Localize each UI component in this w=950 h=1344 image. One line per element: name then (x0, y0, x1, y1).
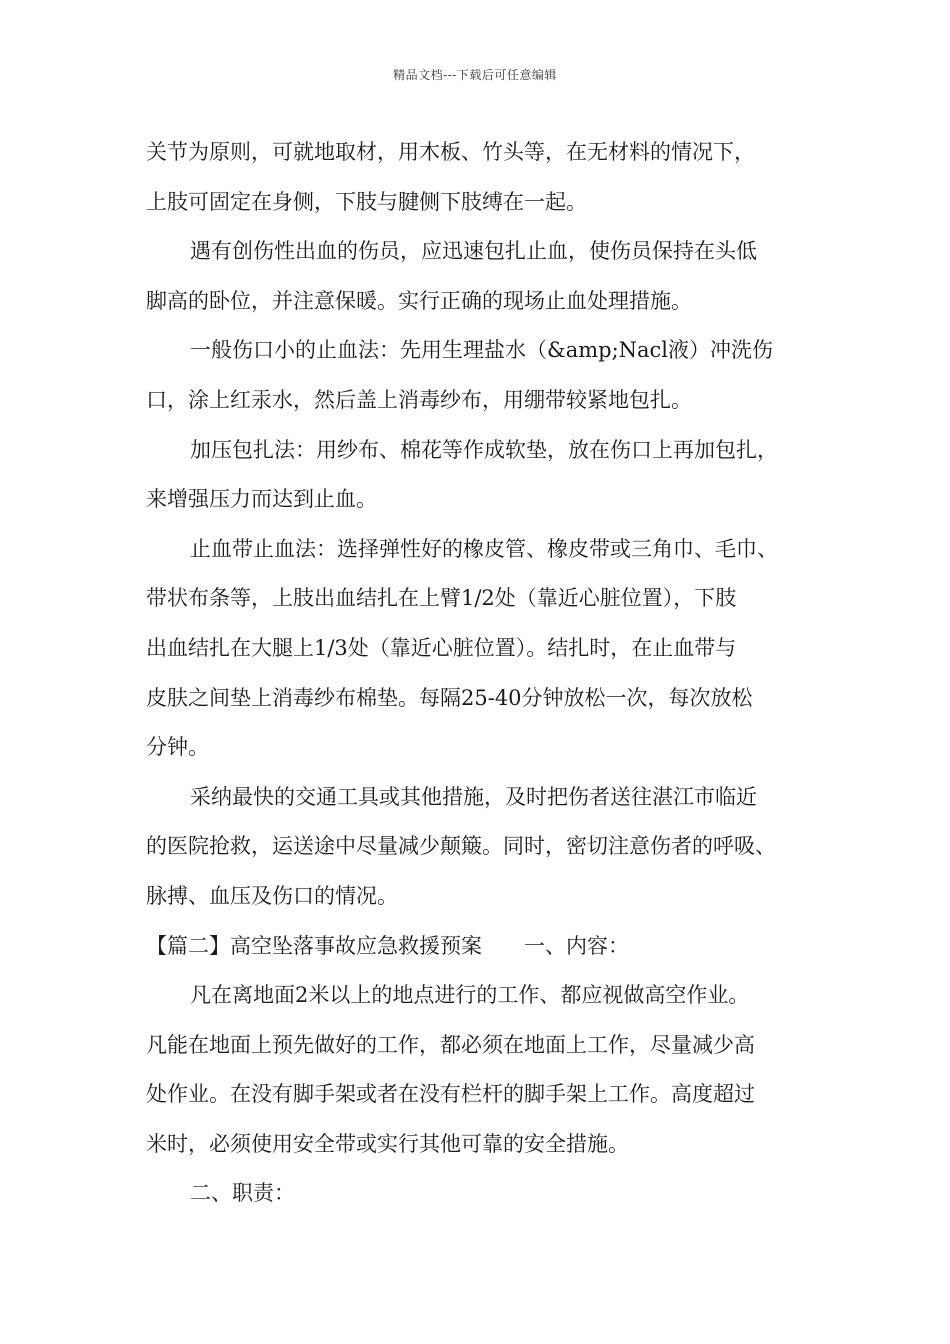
text-line: 出血结扎在大腿上1/3处（靠近心脏位置）。结扎时，在止血带与 (146, 635, 737, 660)
text-line: 的医院抢救，运送途中尽量减少颠簸。同时，密切注意伤者的呼吸、 (146, 834, 776, 859)
text-line: 米时，必须使用安全带或实行其他可靠的安全措施。 (146, 1131, 629, 1156)
text-line: 处作业。在没有脚手架或者在没有栏杆的脚手架上工作。高度超过 (146, 1082, 755, 1107)
text-line: 加压包扎法：用纱布、棉花等作成软垫，放在伤口上再加包扎， (190, 437, 778, 462)
text-line: 采纳最快的交通工具或其他措施，及时把伤者送往湛江市临近 (190, 784, 757, 809)
text-line: 凡能在地面上预先做好的工作，都必须在地面上工作，尽量减少高 (146, 1032, 755, 1057)
text-line: 皮肤之间垫上消毒纱布棉垫。每隔25-40分钟放松一次，每次放松 (146, 685, 753, 710)
text-line: 分钟。 (146, 735, 209, 760)
text-line: 凡在离地面2米以上的地点进行的工作、都应视做高空作业。 (190, 983, 750, 1008)
text-line: 遇有创伤性出血的伤员，应迅速包扎止血，使伤员保持在头低 (190, 239, 757, 264)
text-line: 关节为原则，可就地取材，用木板、竹头等，在无材料的情况下， (146, 140, 755, 164)
section-heading: 【篇二】高空坠落事故应急救援预案 一、内容： (146, 933, 629, 958)
text-line: 带状布条等，上肢出血结扎在上臂1/2处（靠近心脏位置），下肢 (146, 586, 737, 611)
text-line: 上肢可固定在身侧，下肢与腱侧下肢缚在一起。 (146, 189, 587, 214)
text-line: 脉搏、血压及伤口的情况。 (146, 883, 398, 908)
section-subheading: 二、职责： (190, 1181, 295, 1206)
text-line: 口，涂上红汞水，然后盖上消毒纱布，用绷带较紧地包扎。 (146, 387, 692, 412)
page-header: 精品文档---下载后可任意编辑 (393, 68, 557, 82)
text-line: 来增强压力而达到止血。 (146, 487, 377, 512)
document-body (146, 128, 826, 1219)
text-line: 一般伤口小的止血法：先用生理盐水（&amp;Nacl液）冲洗伤 (190, 338, 774, 363)
text-line: 脚高的卧位，并注意保暖。实行正确的现场止血处理措施。 (146, 288, 692, 313)
text-line: 止血带止血法：选择弹性好的橡皮管、橡皮带或三角巾、毛巾、 (190, 536, 778, 561)
